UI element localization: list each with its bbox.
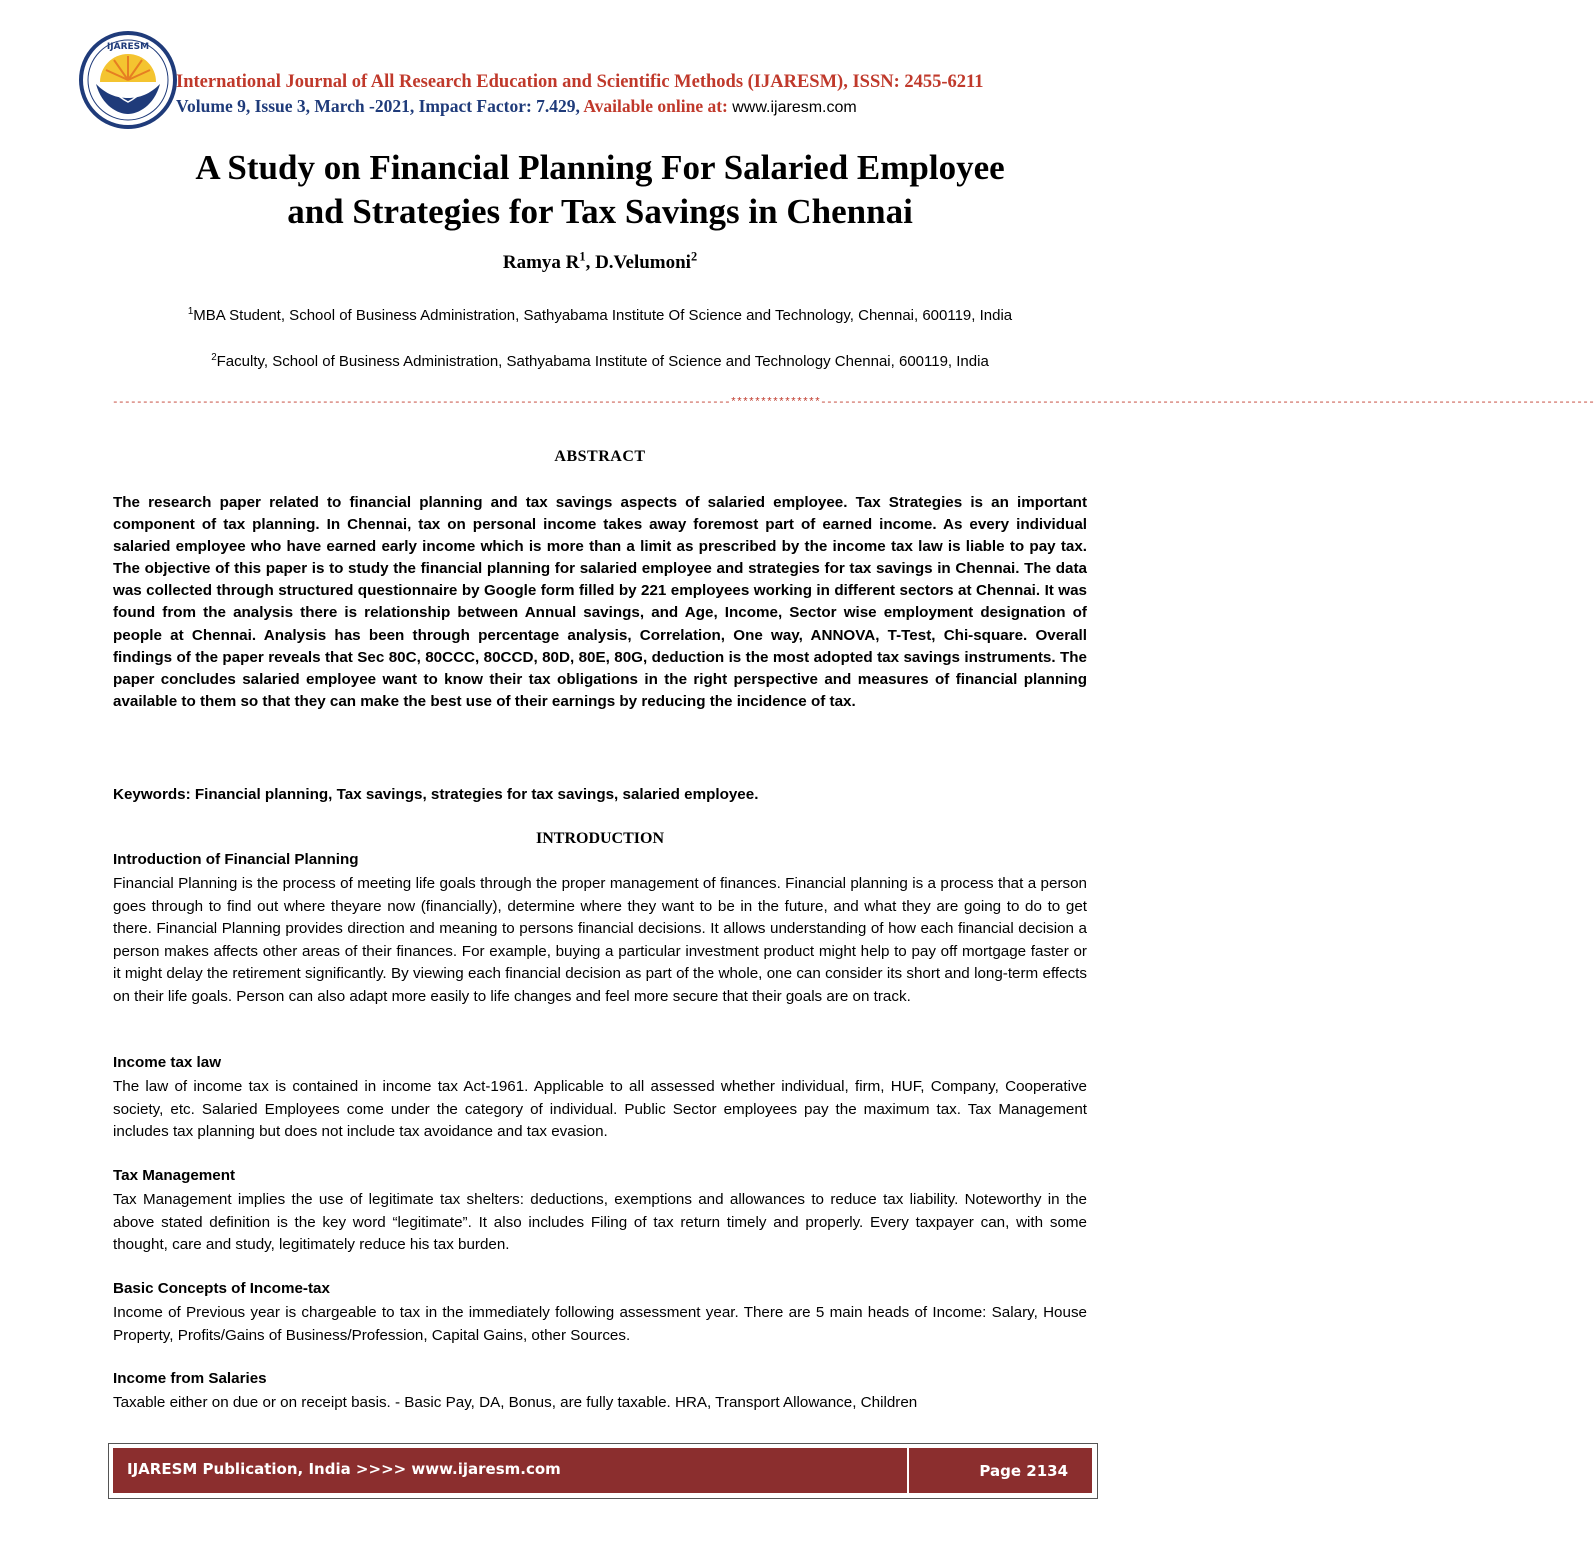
affiliation-2-text: Faculty, School of Business Administration, Sathyabama Institute of Science and Technology Chennai, 600119, India xyxy=(216,353,989,370)
affiliation-1-text: MBA Student, School of Business Administration, Sathyabama Institute Of Science and Technology, Chennai, 600119, India xyxy=(193,307,1013,324)
section-heading-financial-planning: Introduction of Financial Planning xyxy=(113,851,359,868)
abstract-heading: ABSTRACT xyxy=(554,448,646,465)
available-online-label: Available online at: xyxy=(583,96,733,116)
section-separator: -------------------------------------------------------------------------------------------------------***************--------------------------------------------------------------------------------------------------------------------------------- xyxy=(112,397,1594,409)
svg-text:IJARESM: IJARESM xyxy=(106,42,150,52)
section-heading-income-tax-law: Income tax law xyxy=(113,1054,222,1071)
page-footer xyxy=(108,1443,1098,1499)
introduction-heading: INTRODUCTION xyxy=(535,830,664,847)
journal-logo xyxy=(78,30,178,130)
paper-title-line-2: and Strategies for Tax Savings in Chennai xyxy=(287,192,913,231)
journal-header xyxy=(78,30,1138,130)
section-body-financial-planning: Financial Planning is the process of meeting life goals through the proper management of finances. Financial planning is a process that a person goes through to find out where theyare now (financially), determine where they want to be in the future, and what they are going to do to get there. Financial Planning provides direction and meaning to persons financial decisions. It allows understanding of how each financial decision a person makes affects other areas of their finances. For example, buying a particular investment product might help to pay off mortgage faster or it might delay the retirement significantly. By viewing each financial decision as part of the whole, one can consider its short and long-term effects on their life goals. Person can also adapt more easily to life changes and feel more secure that their goals are on track. xyxy=(113,875,1087,1005)
paper-title-line-1: A Study on Financial Planning For Salaried Employee xyxy=(195,148,1005,187)
keywords: Keywords: Financial planning, Tax savings, strategies for tax savings, salaried employee. xyxy=(113,786,759,803)
section-heading-income-from-salaries: Income from Salaries xyxy=(113,1370,267,1387)
author-separator: , xyxy=(585,252,596,273)
author-1-affil-mark: 1 xyxy=(579,249,586,264)
issue-info: Volume 9, Issue 3, March -2021, Impact Factor: 7.429, xyxy=(176,96,584,116)
footer-publication-info: IJARESM Publication, India >>>> www.ijaresm.com xyxy=(113,1448,907,1493)
page-number: Page 2134 xyxy=(909,1448,1092,1493)
author-list xyxy=(60,249,1140,274)
affiliation-2-mark: 2 xyxy=(211,352,217,363)
section-body-income-tax-law: The law of income tax is contained in income tax Act-1961. Applicable to all assessed whether individual, firm, HUF, Company, Cooperative society, etc. Salaried Employees come under the category of individual. Public Sector employees pay the maximum tax. Tax Management includes tax planning but does not include tax avoidance and tax evasion. xyxy=(113,1078,1087,1141)
author-1: Ramya R xyxy=(502,252,580,273)
paper-title xyxy=(60,146,1140,234)
section-body-basic-concepts: Income of Previous year is chargeable to tax in the immediately following assessment year. There are 5 main heads of Income: Salary, House Property, Profits/Gains of Business/Profession, Capital Gains, other Sources. xyxy=(113,1304,1087,1344)
author-2: D.Velumoni xyxy=(595,252,691,273)
affiliation-1-mark: 1 xyxy=(187,306,194,317)
abstract-body: The research paper related to financial planning and tax savings aspects of salaried employee. Tax Strategies is an important component of tax planning. In Chennai, tax on personal income takes away foremost part of earned income. As every individual salaried employee who have earned early income which is more than a limit as prescribed by the income tax law is liable to pay tax. The objective of this paper is to study the financial planning for salaried employee and strategies for tax savings in Chennai. The data was collected through structured questionnaire by Google form filled by 221 employees working in different sectors at Chennai. It was found from the analysis there is relationship between Annual savings, and Age, Income, Sector wise employment designation of people at Chennai. Analysis has been through percentage analysis, Correlation, One way, ANNOVA, T-Test, Chi-square. Overall findings of the paper reveals that Sec 80C, 80CCC, 80CCD, 80D, 80E, 80G, deduction is the most adopted tax savings instruments. The paper concludes salaried employee want to know their tax obligations in the right perspective and measures of financial planning available to them so that they can make the best use of their earnings by reducing the incidence of tax. xyxy=(113,494,1087,710)
affiliation-2 xyxy=(100,351,1100,373)
affiliation-1 xyxy=(100,305,1100,327)
section-body-tax-management: Tax Management implies the use of legitimate tax shelters: deductions, exemptions and allowances to reduce tax liability. Noteworthy in the above stated definition is the key word “legitimate”. It also includes Filing of tax return timely and properly. Every taxpayer can, with some thought, care and study, legitimately reduce his tax burden. xyxy=(113,1191,1087,1254)
section-heading-basic-concepts: Basic Concepts of Income-tax xyxy=(113,1280,330,1297)
section-heading-tax-management: Tax Management xyxy=(113,1167,236,1184)
author-2-affil-mark: 2 xyxy=(690,249,698,264)
journal-citation-line: International Journal of All Research Education and Scientific Methods (IJARESM), ISSN: 2455-6211 xyxy=(176,72,984,92)
journal-issue-line xyxy=(176,96,1136,117)
journal-url[interactable]: www.ijaresm.com xyxy=(732,99,857,116)
section-body-income-from-salaries: Taxable either on due or on receipt basis. - Basic Pay, DA, Bonus, are fully taxable. HRA, Transport Allowance, Children xyxy=(113,1394,918,1411)
